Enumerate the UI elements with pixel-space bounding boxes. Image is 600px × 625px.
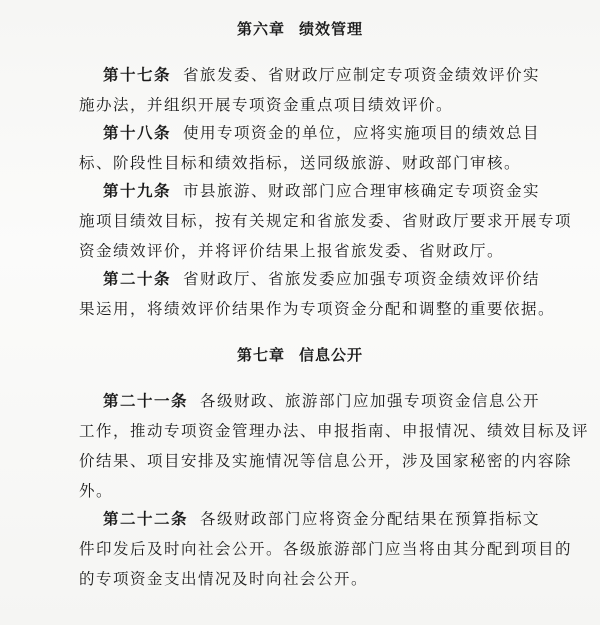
article-label: 第二十二条 bbox=[103, 509, 189, 528]
chapter-number: 第七章 bbox=[236, 346, 285, 364]
article-text-line: 标、阶段性目标和绩效指标，送同级旅游、财政部门审核。 bbox=[79, 154, 522, 172]
article-text-line: 使用专项资金的单位，应将实施项目的绩效总目 bbox=[183, 124, 541, 142]
article-text-line: 省财政厅、省旅发委应加强专项资金绩效评价结 bbox=[183, 270, 541, 288]
article-label: 第十八条 bbox=[103, 123, 172, 142]
chapter-title: 信息公开 bbox=[299, 346, 364, 364]
chapter-heading-7 bbox=[0, 344, 600, 365]
article-text-line: 价结果、项目安排及实施情况等信息公开，涉及国家秘密的内容除 bbox=[79, 452, 573, 470]
article-20 bbox=[79, 264, 556, 324]
article-21 bbox=[79, 386, 590, 506]
chapter-heading-6 bbox=[0, 18, 600, 39]
article-text-line: 件印发后及时向社会公开。各级旅游部门应当将由其分配到项目的 bbox=[79, 540, 573, 558]
article-17 bbox=[79, 60, 541, 120]
chapter-number: 第六章 bbox=[236, 20, 285, 38]
article-text-line: 资金绩效评价，并将评价结果上报省旅发委、省财政厅。 bbox=[79, 242, 505, 260]
article-text-line: 的专项资金支出情况及时向社会公开。 bbox=[79, 570, 369, 588]
chapter-title: 绩效管理 bbox=[299, 20, 364, 38]
article-text-line: 外。 bbox=[79, 482, 114, 500]
article-text-line: 市县旅游、财政部门应合理审核确定专项资金实 bbox=[183, 182, 541, 200]
article-text-line: 施项目绩效目标，按有关规定和省旅发委、省财政厅要求开展专项 bbox=[79, 212, 573, 230]
article-text-line: 省旅发委、省财政厅应制定专项资金绩效评价实 bbox=[183, 66, 541, 84]
article-text-line: 各级财政、旅游部门应加强专项资金信息公开 bbox=[200, 392, 541, 410]
article-text-line: 施办法，并组织开展专项资金重点项目绩效评价。 bbox=[79, 96, 454, 114]
article-label: 第二十一条 bbox=[103, 391, 189, 410]
article-22 bbox=[79, 504, 573, 594]
article-text-line: 各级财政部门应将资金分配结果在预算指标文 bbox=[200, 510, 541, 528]
article-18 bbox=[79, 118, 541, 178]
article-19 bbox=[79, 176, 573, 266]
article-text-line: 工作，推动专项资金管理办法、申报指南、申报情况、绩效目标及评 bbox=[79, 422, 590, 440]
article-label: 第二十条 bbox=[103, 269, 172, 288]
article-label: 第十七条 bbox=[103, 65, 172, 84]
article-label: 第十九条 bbox=[103, 181, 172, 200]
article-text-line: 果运用，将绩效评价结果作为专项资金分配和调整的重要依据。 bbox=[79, 300, 556, 318]
